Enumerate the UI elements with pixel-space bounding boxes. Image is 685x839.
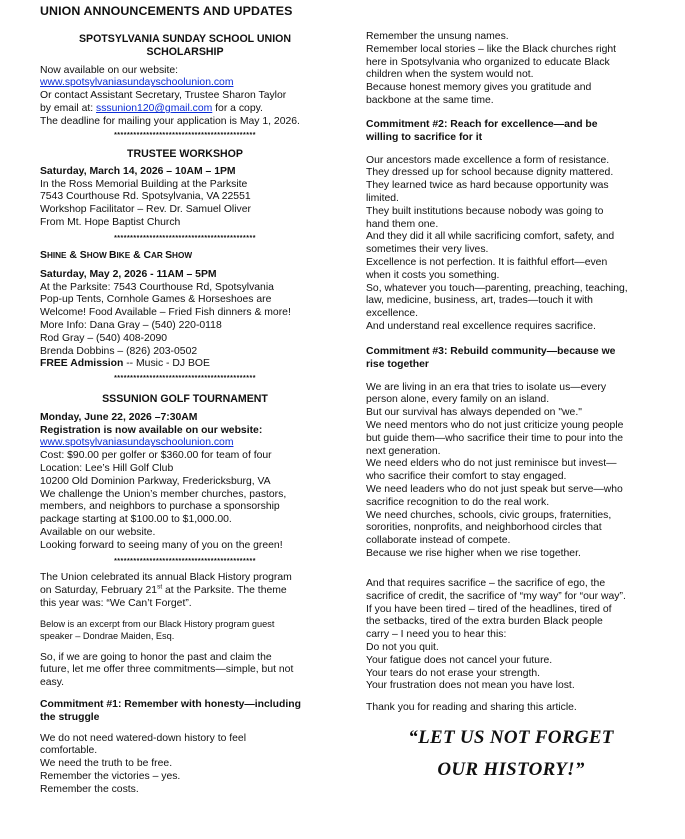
commitment-3-title: Commitment #3: Rebuild community—because we [366, 346, 616, 357]
scholarship-title-2: SCHOLARSHIP [146, 45, 224, 58]
excerpt-note: Below is an excerpt from our Black History program guest [40, 619, 275, 630]
scholarship-available: Now available on our website: [40, 64, 179, 76]
c3-line: We are living in an era that tries to isolate us—every [366, 381, 607, 393]
bh-paragraph-line: The Union celebrated its annual Black History program [40, 572, 292, 583]
sacrifice-line: And that requires sacrifice – the sacrifice of ego, the [366, 578, 606, 589]
golf-line: Available on our website. [40, 526, 156, 538]
commitment-2-section [366, 119, 666, 334]
c2-line: They learned twice as hard because opportunity was [366, 180, 609, 192]
commitment-1-line: Remember the victories – yes. [40, 770, 181, 782]
scholarship-website-link[interactable]: www.spotsylvaniasundayschoolunion.com [40, 77, 234, 89]
c2-line: Our ancestors made excellence a form of resistance. [366, 154, 610, 166]
c1-cont-line: Because honest memory gives you gratitude and [366, 82, 592, 94]
c1-cont-line: backbone at the same time. [366, 94, 494, 106]
golf-line: package starting at $100.00 to $1,000.00. [40, 514, 232, 526]
c3-line: Because we rise higher when we rise together. [366, 547, 581, 559]
commitment-1-title: the struggle [40, 711, 100, 723]
c3-line: sororities, nonprofits, and neighborhood circles that [366, 522, 602, 534]
sacrifice-line: Your fatigue does not cancel your future. [366, 654, 553, 666]
commitment-1-continued [366, 31, 666, 108]
scholarship-email-link[interactable]: sssunion120@gmail.com [96, 102, 213, 114]
c3-line: But our survival has always depended on "we." [366, 407, 582, 419]
c2-line: Excellence is not perfection. It is faithful effort—even [366, 256, 608, 268]
c1-cont-line: children when the system would not. [366, 69, 534, 81]
commitment-2-title: Commitment #2: Reach for excellence—and be [366, 119, 598, 130]
shine-show-line: More Info: Dana Gray – (540) 220-0118 [40, 319, 222, 331]
c2-line: limited. [366, 192, 399, 204]
commitment-2-title: willing to sacrifice for it [366, 131, 483, 143]
sacrifice-section [366, 578, 666, 715]
c1-cont-line: here in Spotsylvania who organized to educate Black [366, 56, 610, 68]
separator: ******************************************** [114, 557, 256, 565]
intro-line: So, if we are going to honor the past and claim the [40, 651, 272, 663]
workshop-section [40, 148, 330, 243]
intro-line: future, let me offer three commitments—simple, but not [40, 664, 294, 676]
c3-line: We need mentors who do not just criticize young people [366, 419, 624, 431]
c3-line: We need elders who do not just reminisce but invest— [366, 458, 617, 470]
closing-slogan-line-2: OUR HISTORY!” [437, 759, 585, 780]
black-history-section [40, 572, 330, 797]
intro-line: easy. [40, 677, 65, 689]
page-title: UNION ANNOUNCEMENTS AND UPDATES [40, 4, 293, 18]
sacrifice-line: Your tears do not erase your strength. [366, 667, 541, 679]
separator: ******************************************** [114, 375, 256, 383]
c2-line: And understand real excellence requires sacrifice. [366, 320, 596, 332]
commitment-3-title: rise together [366, 358, 429, 370]
email-prefix: by email at: [40, 102, 97, 114]
golf-line: 10200 Old Dominion Parkway, Fredericksburg, VA [40, 475, 271, 487]
commitment-1-title: Commitment #1: Remember with honesty—including [40, 698, 301, 710]
c3-line: person alone, every family on an island. [366, 394, 550, 406]
c2-line: hand them one. [366, 218, 439, 230]
commitment-3-section [366, 346, 666, 561]
sacrifice-line: sacrifice of credit, the sacrifice of “my way” for “our way”. [366, 590, 626, 602]
thank-you-note: Thank you for reading and sharing this article. [366, 702, 577, 714]
golf-date: Monday, June 22, 2026 –7:30AM [40, 411, 198, 423]
scholarship-section [40, 33, 330, 140]
c3-line: who sacrifice their comfort to stay engaged. [366, 471, 567, 483]
c3-line: We need churches, schools, civic groups, fraternities, [366, 509, 612, 521]
workshop-title: TRUSTEE WORKSHOP [127, 148, 243, 160]
golf-line: Looking forward to seeing many of you on the green! [40, 539, 283, 551]
c2-line: They built institutions because nobody was going to [366, 205, 604, 217]
c1-cont-line: Remember local stories – like the Black churches right [366, 43, 617, 55]
workshop-line: Workshop Facilitator – Rev. Dr. Samuel Oliver [40, 204, 251, 216]
c3-line: next generation. [366, 445, 441, 457]
c2-line: law, medicine, business, art, trades—touch it with [366, 295, 593, 307]
c3-line: We need leaders who do not just speak but serve—who [366, 483, 623, 495]
shine-show-line: Brenda Dobbins – (826) 203-0502 [40, 345, 198, 357]
scholarship-contact: Or contact Assistant Secretary, Trustee Sharon Taylor [40, 90, 287, 102]
separator: ******************************************** [114, 234, 256, 242]
golf-section [40, 393, 330, 566]
golf-line: We challenge the Union’s member churches, pastors, [40, 488, 287, 500]
c2-line: when it costs you something. [366, 269, 500, 281]
golf-website-link[interactable]: www.spotsylvaniasundayschoolunion.com [40, 437, 234, 449]
free-admission: FREE Admission -- Music - DJ BOE [40, 358, 210, 370]
c2-line: They dressed up for school because dignity mattered. [366, 167, 614, 179]
commitment-1-line: We need the truth to be free. [40, 758, 173, 770]
workshop-date: Saturday, March 14, 2026 – 10AM – 1PM [40, 165, 236, 177]
golf-line: members, and neighbors to purchase a sponsorship [40, 501, 280, 513]
sacrifice-line: the setbacks, tired of the extra burden Black people [366, 616, 603, 628]
c2-line: So, whatever you touch—parenting, preaching, teaching, [366, 282, 628, 294]
commitment-1-line: Remember the costs. [40, 783, 139, 795]
shine-show-title: SHINE & SHOW BIKE & CAR SHOW [40, 250, 193, 261]
sacrifice-line: carry – I need you to hear this: [366, 629, 507, 641]
sacrifice-line: If you have been tired – tired of the headlines, tired of [366, 603, 612, 615]
separator: ******************************************** [114, 131, 256, 139]
scholarship-deadline: The deadline for mailing your application is May 1, 2026. [40, 115, 300, 127]
golf-line: Cost: $90.00 per golfer or $360.00 for team of four [40, 450, 272, 462]
golf-line: Location: Lee’s Hill Golf Club [40, 462, 174, 474]
commitment-1-line: We do not need watered-down history to feel [40, 732, 247, 744]
c3-line: but guide them—who sacrifice their time to pour into the [366, 432, 624, 444]
workshop-line: 7543 Courthouse Rd. Spotsylvania, VA 22551 [40, 191, 251, 203]
shine-show-date: Saturday, May 2, 2026 - 11AM – 5PM [40, 268, 217, 280]
sacrifice-line: Do not you quit. [366, 641, 439, 653]
golf-title: SSSUNION GOLF TOURNAMENT [102, 393, 268, 405]
scholarship-email-line [40, 103, 330, 116]
c3-line: sacrifice recognition to do the real work. [366, 496, 550, 508]
shine-show-section [40, 250, 330, 383]
sacrifice-line: Your frustration does not mean you have lost. [366, 680, 575, 692]
workshop-line: From Mt. Hope Baptist Church [40, 216, 181, 228]
c2-line: sometimes their very lives. [366, 244, 489, 256]
shine-show-line: At the Parksite: 7543 Courthouse Rd, Spotsylvania [40, 281, 274, 293]
shine-show-line: Rod Gray – (540) 408-2090 [40, 332, 168, 344]
excerpt-note: speaker – Dondrae Maiden, Esq. [40, 630, 175, 641]
commitment-1-line: comfortable. [40, 745, 98, 757]
shine-show-line: Welcome! Food Available – Fried Fish dinners & more! [40, 307, 291, 319]
c2-line: excellence. [366, 308, 418, 320]
c3-line: collaborate instead of compete. [366, 535, 511, 547]
shine-show-line: Pop-up Tents, Cornhole Games & Horseshoes are [40, 294, 272, 306]
workshop-line: In the Ross Memorial Building at the Parksite [40, 178, 248, 190]
closing-slogan-line-1: “LET US NOT FORGET [408, 727, 614, 748]
email-suffix: for a copy. [212, 102, 263, 114]
golf-registration: Registration is now available on our website: [40, 424, 263, 436]
bh-paragraph-line: this year was: “We Can’t Forget”. [40, 597, 192, 609]
bh-paragraph-line: on Saturday, February 21st at the Parksite. The theme [40, 583, 287, 596]
scholarship-title-1: SPOTSYLVANIA SUNDAY SCHOOL UNION [78, 33, 292, 45]
c1-cont-line: Remember the unsung names. [366, 31, 509, 42]
c2-line: And they did it all while sacrificing comfort, safety, and [366, 231, 615, 243]
